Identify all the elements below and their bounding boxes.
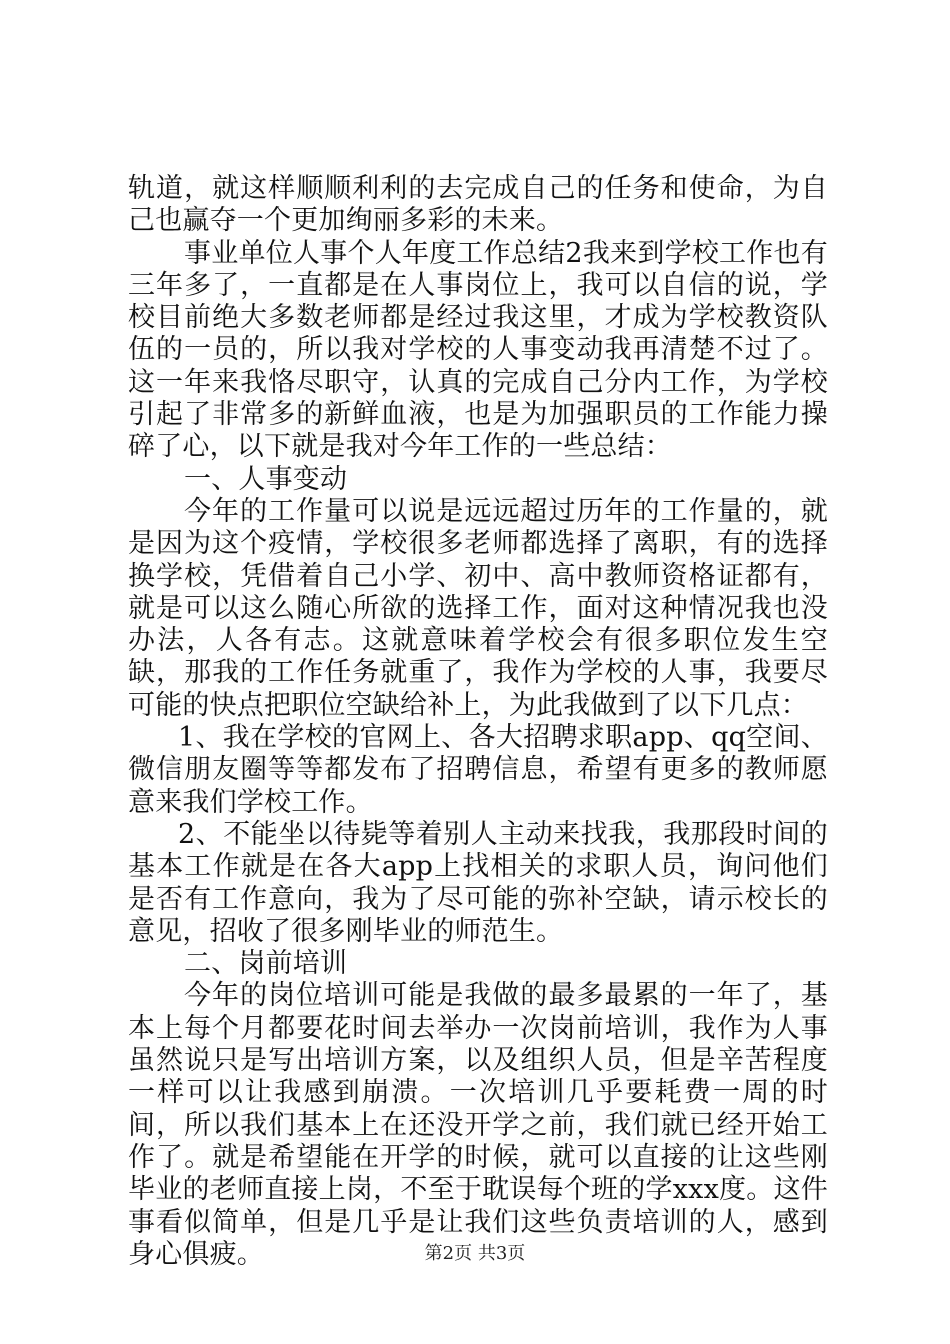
document-body xyxy=(128,173,828,1271)
list-item-recruitment-posting: 1、我在学校的官网上、各大招聘求职app、qq空间、微信朋友圈等等都发布了招聘信息，希望有更多的教师愿意来我们学校工作。 xyxy=(128,722,828,818)
paragraph-pre-job-training: 今年的岗位培训可能是我做的最多最累的一年了，基本上每个月都要花时间去举办一次岗前培训，我作为人事虽然说只是写出培训方案，以及组织人员，但是辛苦程度一样可以让我感到崩溃。一次培训几乎要耗费一周的时间，所以我们基本上在还没开学之前，我们就已经开始工作了。就是希望能在开学的时候，就可以直接的让这些刚毕业的老师直接上岗，不至于耽误每个班的学xxx度。这件事看似简单，但是几乎是让我们这些负责培训的人，感到身心俱疲。 xyxy=(128,980,828,1270)
paragraph-continuation: 轨道，就这样顺顺利利的去完成自己的任务和使命，为自己也赢夺一个更加绚丽多彩的未来。 xyxy=(128,173,828,237)
section-heading-pre-job-training: 二、岗前培训 xyxy=(184,948,348,980)
page-number-footer: 第2页 共3页 xyxy=(424,1243,526,1264)
paragraph-intro: 事业单位人事个人年度工作总结2我来到学校工作也有三年多了，一直都是在人事岗位上，我可以自信的说，学校目前绝大多数老师都是经过我这里，才成为学校教资队伍的一员的，所以我对学校的人事变动我再清楚不过了。这一年来我恪尽职守，认真的完成自己分内工作，为学校引起了非常多的新鲜血液，也是为加强职员的工作能力操碎了心，以下就是我对今年工作的一些总结： xyxy=(128,237,828,463)
list-item-active-search: 2、不能坐以待毙等着别人主动来找我，我那段时间的基本工作就是在各大app上找相关的求职人员，询问他们是否有工作意向，我为了尽可能的弥补空缺，请示校长的意见，招收了很多刚毕业的师范生。 xyxy=(128,818,828,947)
section-heading-personnel-changes: 一、人事变动 xyxy=(184,463,348,495)
paragraph-personnel-changes: 今年的工作量可以说是远远超过历年的工作量的，就是因为这个疫情，学校很多老师都选择了离职，有的选择换学校，凭借着自己小学、初中、高中教师资格证都有，就是可以这么随心所欲的选择工作，面对这种情况我也没办法，人各有志。这就意味着学校会有很多职位发生空缺，那我的工作任务就重了，我作为学校的人事，我要尽可能的快点把职位空缺给补上，为此我做到了以下几点： xyxy=(128,495,828,721)
